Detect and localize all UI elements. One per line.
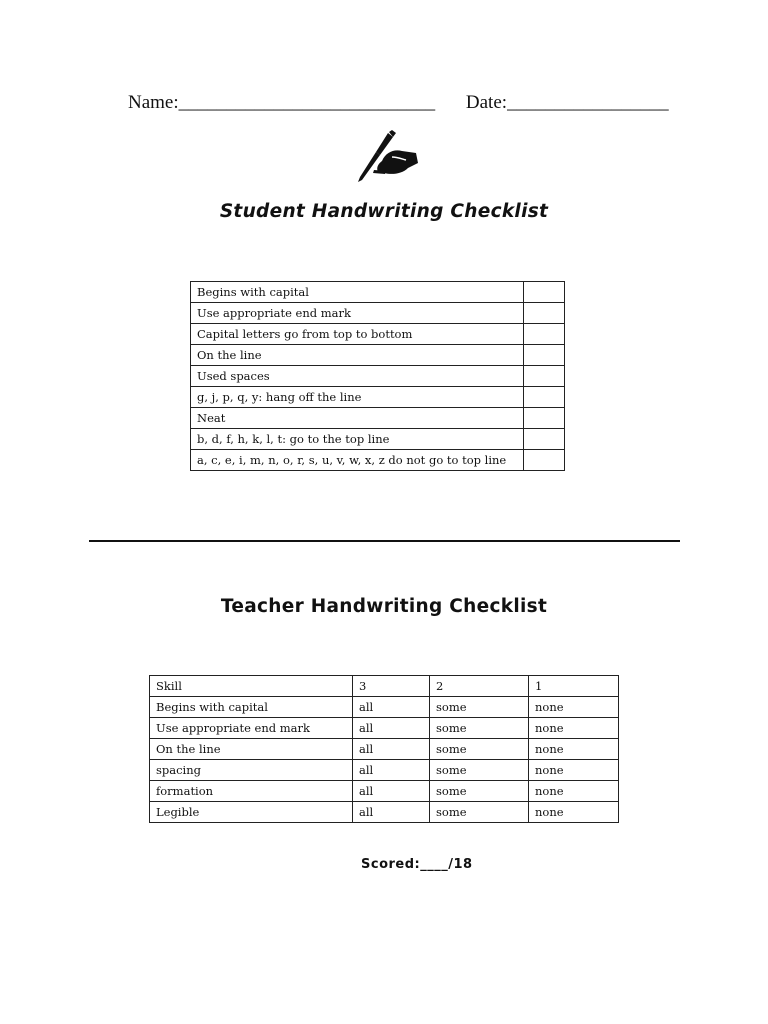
checklist-checkbox-cell[interactable] bbox=[523, 366, 564, 387]
rubric-score-cell[interactable]: none bbox=[529, 739, 619, 760]
rubric-row bbox=[150, 802, 619, 823]
rubric-header-cell: 2 bbox=[430, 676, 529, 697]
checklist-checkbox-cell[interactable] bbox=[523, 387, 564, 408]
checklist-item-label: Capital letters go from top to bottom bbox=[191, 324, 524, 345]
score-line bbox=[361, 857, 473, 872]
score-blank[interactable]: ____ bbox=[420, 857, 449, 872]
checklist-item-label: a, c, e, i, m, n, o, r, s, u, v, w, x, z do not go to top line bbox=[191, 450, 524, 471]
checklist-checkbox-cell[interactable] bbox=[523, 303, 564, 324]
score-label: Scored: bbox=[361, 857, 421, 872]
student-checklist-row bbox=[191, 408, 565, 429]
rubric-score-cell[interactable]: none bbox=[529, 760, 619, 781]
checklist-checkbox-cell[interactable] bbox=[523, 282, 564, 303]
name-blank[interactable]: ___________________________ bbox=[178, 92, 436, 113]
rubric-header-row bbox=[150, 676, 619, 697]
rubric-score-cell[interactable]: some bbox=[430, 760, 529, 781]
checklist-checkbox-cell[interactable] bbox=[523, 324, 564, 345]
score-total: /18 bbox=[448, 857, 473, 872]
checklist-item-label: g, j, p, q, y: hang off the line bbox=[191, 387, 524, 408]
rubric-score-cell[interactable]: none bbox=[529, 697, 619, 718]
date-blank[interactable]: _________________ bbox=[507, 92, 669, 113]
rubric-score-cell[interactable]: all bbox=[353, 697, 430, 718]
rubric-score-cell[interactable]: all bbox=[353, 760, 430, 781]
student-checklist-row bbox=[191, 450, 565, 471]
teacher-checklist-title: Teacher Handwriting Checklist bbox=[220, 596, 548, 617]
student-checklist-row bbox=[191, 303, 565, 324]
rubric-row bbox=[150, 739, 619, 760]
date-label: Date: bbox=[465, 92, 508, 113]
rubric-score-cell[interactable]: all bbox=[353, 739, 430, 760]
rubric-skill-cell: spacing bbox=[150, 760, 353, 781]
section-divider bbox=[89, 540, 680, 542]
student-checklist-row bbox=[191, 366, 565, 387]
rubric-row bbox=[150, 781, 619, 802]
checklist-checkbox-cell[interactable] bbox=[523, 450, 564, 471]
rubric-skill-cell: Begins with capital bbox=[150, 697, 353, 718]
rubric-score-cell[interactable]: some bbox=[430, 697, 529, 718]
rubric-row bbox=[150, 718, 619, 739]
checklist-item-label: Use appropriate end mark bbox=[191, 303, 524, 324]
writing-hand-icon bbox=[352, 130, 418, 184]
header-line bbox=[128, 92, 669, 114]
rubric-skill-cell: Legible bbox=[150, 802, 353, 823]
student-checklist-row bbox=[191, 387, 565, 408]
rubric-skill-cell: Use appropriate end mark bbox=[150, 718, 353, 739]
checklist-checkbox-cell[interactable] bbox=[523, 408, 564, 429]
student-checklist-row bbox=[191, 345, 565, 366]
teacher-checklist-table bbox=[149, 675, 619, 823]
rubric-header-cell: 3 bbox=[353, 676, 430, 697]
rubric-score-cell[interactable]: all bbox=[353, 718, 430, 739]
name-label: Name: bbox=[128, 92, 179, 113]
rubric-score-cell[interactable]: some bbox=[430, 739, 529, 760]
rubric-header-cell: Skill bbox=[150, 676, 353, 697]
checklist-checkbox-cell[interactable] bbox=[523, 429, 564, 450]
rubric-score-cell[interactable]: none bbox=[529, 781, 619, 802]
rubric-skill-cell: formation bbox=[150, 781, 353, 802]
rubric-row bbox=[150, 760, 619, 781]
rubric-score-cell[interactable]: some bbox=[430, 781, 529, 802]
rubric-score-cell[interactable]: none bbox=[529, 718, 619, 739]
student-checklist-table bbox=[190, 281, 565, 471]
checklist-item-label: b, d, f, h, k, l, t: go to the top line bbox=[191, 429, 524, 450]
rubric-row bbox=[150, 697, 619, 718]
rubric-score-cell[interactable]: none bbox=[529, 802, 619, 823]
checklist-checkbox-cell[interactable] bbox=[523, 345, 564, 366]
checklist-item-label: Begins with capital bbox=[191, 282, 524, 303]
rubric-score-cell[interactable]: some bbox=[430, 802, 529, 823]
student-checklist-title: Student Handwriting Checklist bbox=[219, 201, 549, 222]
rubric-score-cell[interactable]: some bbox=[430, 718, 529, 739]
rubric-score-cell[interactable]: all bbox=[353, 802, 430, 823]
student-checklist-row bbox=[191, 324, 565, 345]
checklist-item-label: On the line bbox=[191, 345, 524, 366]
student-checklist-row bbox=[191, 282, 565, 303]
checklist-item-label: Neat bbox=[191, 408, 524, 429]
checklist-item-label: Used spaces bbox=[191, 366, 524, 387]
rubric-header-cell: 1 bbox=[529, 676, 619, 697]
rubric-score-cell[interactable]: all bbox=[353, 781, 430, 802]
student-checklist-row bbox=[191, 429, 565, 450]
rubric-skill-cell: On the line bbox=[150, 739, 353, 760]
